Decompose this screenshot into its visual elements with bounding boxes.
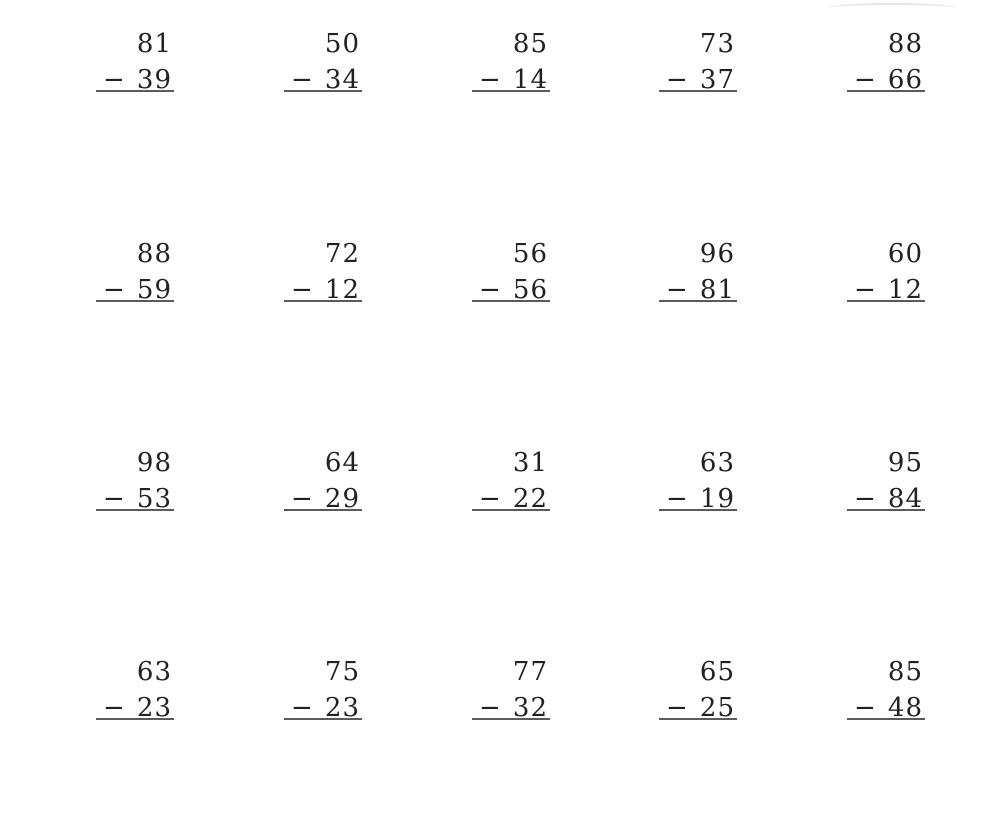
minus-sign: − xyxy=(666,693,688,723)
minus-sign: − xyxy=(666,275,688,305)
answer-line xyxy=(659,718,737,720)
answer-line xyxy=(472,300,550,302)
minuend: 56 xyxy=(512,239,548,269)
problem-18 xyxy=(472,656,552,726)
subtrahend: 37 xyxy=(699,65,735,95)
subtrahend: 25 xyxy=(699,693,735,723)
problem-6 xyxy=(96,238,176,308)
answer-line xyxy=(659,509,737,511)
problem-16 xyxy=(96,656,176,726)
problem-11 xyxy=(96,447,176,517)
answer-line xyxy=(284,300,362,302)
subtrahend: 23 xyxy=(136,693,172,723)
problem-9 xyxy=(659,238,739,308)
problem-14 xyxy=(659,447,739,517)
subtrahend: 22 xyxy=(512,484,548,514)
minuend: 63 xyxy=(699,448,735,478)
subtrahend: 14 xyxy=(512,65,548,95)
minuend: 96 xyxy=(699,239,735,269)
minuend: 50 xyxy=(324,29,360,59)
answer-line xyxy=(472,718,550,720)
answer-line xyxy=(96,718,174,720)
minus-sign: − xyxy=(291,65,313,95)
answer-line xyxy=(847,509,925,511)
minus-sign: − xyxy=(479,693,501,723)
answer-line xyxy=(472,509,550,511)
problem-3 xyxy=(472,28,552,98)
minuend: 65 xyxy=(699,657,735,687)
minus-sign: − xyxy=(666,65,688,95)
answer-line xyxy=(659,300,737,302)
minus-sign: − xyxy=(479,484,501,514)
subtrahend: 12 xyxy=(324,275,360,305)
problem-20 xyxy=(847,656,927,726)
minus-sign: − xyxy=(479,65,501,95)
minus-sign: − xyxy=(854,693,876,723)
minus-sign: − xyxy=(103,275,125,305)
subtrahend: 39 xyxy=(136,65,172,95)
problem-19 xyxy=(659,656,739,726)
minus-sign: − xyxy=(291,693,313,723)
problem-7 xyxy=(284,238,364,308)
subtrahend: 23 xyxy=(324,693,360,723)
minuend: 72 xyxy=(324,239,360,269)
problem-2 xyxy=(284,28,364,98)
answer-line xyxy=(284,90,362,92)
minuend: 63 xyxy=(136,657,172,687)
minuend: 75 xyxy=(324,657,360,687)
minuend: 85 xyxy=(887,657,923,687)
minus-sign: − xyxy=(854,484,876,514)
answer-line xyxy=(472,90,550,92)
minuend: 81 xyxy=(136,29,172,59)
subtrahend: 66 xyxy=(887,65,923,95)
subtrahend: 56 xyxy=(512,275,548,305)
minus-sign: − xyxy=(103,65,125,95)
answer-line xyxy=(96,90,174,92)
minus-sign: − xyxy=(103,484,125,514)
answer-line xyxy=(284,509,362,511)
subtrahend: 19 xyxy=(699,484,735,514)
answer-line xyxy=(96,300,174,302)
minuend: 95 xyxy=(887,448,923,478)
minuend: 60 xyxy=(887,239,923,269)
minuend: 31 xyxy=(512,448,548,478)
problem-10 xyxy=(847,238,927,308)
minus-sign: − xyxy=(103,693,125,723)
problem-17 xyxy=(284,656,364,726)
subtrahend: 81 xyxy=(699,275,735,305)
answer-line xyxy=(284,718,362,720)
subtrahend: 12 xyxy=(887,275,923,305)
minuend: 85 xyxy=(512,29,548,59)
minuend: 98 xyxy=(136,448,172,478)
problem-8 xyxy=(472,238,552,308)
minuend: 88 xyxy=(136,239,172,269)
subtrahend: 29 xyxy=(324,484,360,514)
answer-line xyxy=(847,718,925,720)
minus-sign: − xyxy=(291,484,313,514)
problem-12 xyxy=(284,447,364,517)
answer-line xyxy=(659,90,737,92)
problem-1 xyxy=(96,28,176,98)
answer-line xyxy=(847,300,925,302)
problem-13 xyxy=(472,447,552,517)
minuend: 88 xyxy=(887,29,923,59)
subtrahend: 53 xyxy=(136,484,172,514)
subtrahend: 84 xyxy=(887,484,923,514)
scan-edge-artifact xyxy=(826,3,958,13)
minuend: 77 xyxy=(512,657,548,687)
problem-15 xyxy=(847,447,927,517)
minus-sign: − xyxy=(854,275,876,305)
minuend: 64 xyxy=(324,448,360,478)
minus-sign: − xyxy=(854,65,876,95)
subtrahend: 34 xyxy=(324,65,360,95)
subtrahend: 32 xyxy=(512,693,548,723)
subtrahend: 48 xyxy=(887,693,923,723)
minus-sign: − xyxy=(666,484,688,514)
problem-4 xyxy=(659,28,739,98)
answer-line xyxy=(847,90,925,92)
subtrahend: 59 xyxy=(136,275,172,305)
minuend: 73 xyxy=(699,29,735,59)
minus-sign: − xyxy=(291,275,313,305)
answer-line xyxy=(96,509,174,511)
problem-5 xyxy=(847,28,927,98)
minus-sign: − xyxy=(479,275,501,305)
